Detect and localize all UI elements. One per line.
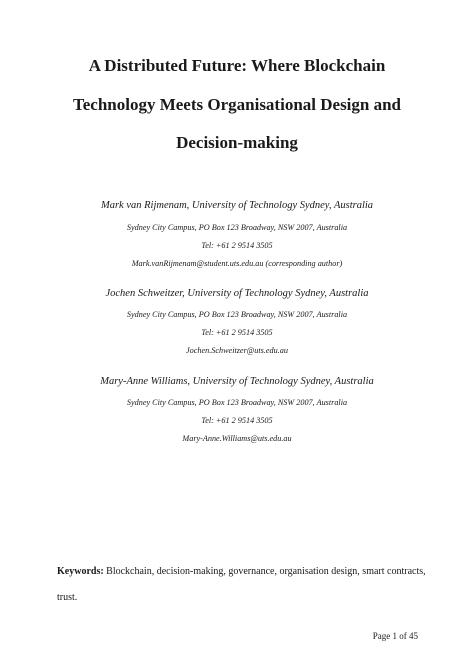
author-name: Mark van Rijmenam, University of Technology Sydney, Australia bbox=[100, 200, 374, 211]
author-tel: Tel: +61 2 9514 3505 bbox=[201, 241, 273, 250]
author-tel: Tel: +61 2 9514 3505 bbox=[201, 416, 273, 425]
author-address: Sydney City Campus, PO Box 123 Broadway, NSW 2007, Australia bbox=[126, 398, 348, 407]
author-name: Mary-Anne Williams, University of Technology Sydney, Australia bbox=[100, 376, 374, 387]
author-address: Sydney City Campus, PO Box 123 Broadway, NSW 2007, Australia bbox=[126, 310, 348, 319]
author-name: Jochen Schweitzer, University of Technology Sydney, Australia bbox=[105, 288, 369, 299]
author-address: Sydney City Campus, PO Box 123 Broadway, NSW 2007, Australia bbox=[126, 223, 348, 232]
page-number: Page 1 of 45 bbox=[372, 631, 418, 641]
keywords-paragraph bbox=[57, 559, 427, 611]
author-email: Mary-Anne.Williams@uts.edu.au bbox=[182, 434, 292, 443]
paper-title-line-3: Decision-making bbox=[176, 133, 298, 152]
keywords-text: Blockchain, decision-making, governance, organisation design, smart contracts, trust. bbox=[57, 566, 426, 603]
author-email: Jochen.Schweitzer@uts.edu.au bbox=[186, 346, 288, 355]
author-email: Mark.vanRijmenam@student.uts.edu.au (corresponding author) bbox=[131, 259, 343, 268]
keywords-label: Keywords: bbox=[57, 566, 104, 577]
author-tel: Tel: +61 2 9514 3505 bbox=[201, 328, 273, 337]
paper-title-line-2: Technology Meets Organisational Design and bbox=[72, 95, 402, 114]
paper-title-line-1: A Distributed Future: Where Blockchain bbox=[88, 56, 386, 75]
